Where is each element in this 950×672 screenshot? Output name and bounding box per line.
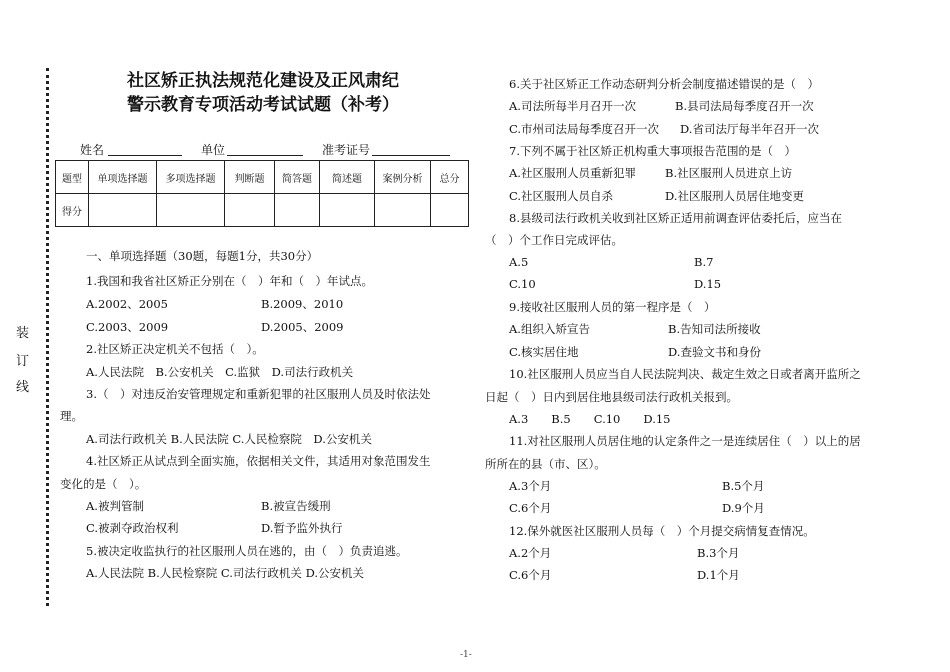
question-5-text: 5.被决定收监执行的社区服刑人员在逃的，由（ ）负责追逃。 (86, 544, 408, 558)
question-9-option-a: A.组织入矫宣告 (509, 322, 590, 336)
question-7-option-d: D.社区服刑人员居住地变更 (665, 189, 804, 203)
question-1-text: 1.我国和我省社区矫正分别在（ ）年和（ ）年试点。 (86, 274, 373, 288)
question-1-option-c: C.2003、2009 (86, 320, 169, 334)
score-cell[interactable] (225, 194, 275, 227)
question-11-text: 11.对社区服刑人员居住地的认定条件之一是连续居住（ ）以上的居 (509, 434, 861, 448)
exam-number-label: 准考证号 (322, 143, 371, 157)
score-cell[interactable] (431, 194, 469, 227)
name-field[interactable] (108, 155, 182, 156)
binding-dotted-line (46, 68, 49, 606)
question-8-text-continued: （ ）个工作日完成评估。 (485, 233, 623, 247)
score-table (55, 160, 469, 227)
section-heading: 一、单项选择题（30题，每题1分，共30分） (86, 249, 319, 263)
exam-number-field[interactable] (372, 155, 450, 156)
question-6-option-c: C.市州司法局每季度召开一次 (509, 122, 660, 136)
binding-char-zhuang: 装 (16, 326, 30, 341)
question-6-text: 6.关于社区矫正工作动态研判分析会制度描述错误的是（ ） (509, 77, 819, 91)
score-cell[interactable] (89, 194, 157, 227)
question-7-option-b: B.社区服刑人员进京上访 (665, 166, 793, 180)
page-number: -1- (460, 650, 472, 660)
unit-field[interactable] (227, 155, 303, 156)
score-table-score-row (56, 194, 469, 227)
question-11-text-continued: 所所在的县（市、区）。 (485, 457, 606, 471)
question-6-option-d: D.省司法厅每半年召开一次 (680, 122, 819, 136)
question-12-option-d: D.1个月 (697, 568, 740, 582)
name-label: 姓名 (80, 143, 105, 157)
question-11-option-d: D.9个月 (722, 501, 765, 515)
exam-title-line-1: 社区矫正执法规范化建设及正风肃纪 (127, 71, 399, 91)
score-cell[interactable] (375, 194, 431, 227)
question-4-option-a: A.被判管制 (86, 499, 144, 513)
question-10-options: A.3 B.5 C.10 D.15 (509, 412, 671, 426)
question-8-option-d: D.15 (694, 277, 722, 291)
score-header-cell: 简答题 (275, 161, 320, 194)
question-4-option-d: D.暂予监外执行 (261, 521, 343, 535)
score-header-cell: 判断题 (225, 161, 275, 194)
binding-char-xian: 线 (16, 380, 30, 395)
unit-label: 单位 (201, 143, 226, 157)
question-3-text-continued: 理。 (60, 409, 83, 423)
question-4-text-continued: 变化的是（ ）。 (60, 477, 147, 491)
score-header-cell: 简述题 (320, 161, 375, 194)
question-6-option-a: A.司法所每半月召开一次 (509, 99, 636, 113)
question-7-text: 7.下列不属于社区矫正机构重大事项报告范围的是（ ） (509, 144, 796, 158)
question-11-option-a: A.3个月 (509, 479, 552, 493)
exam-title-line-2: 警示教育专项活动考试试题（补考） (127, 95, 399, 115)
question-9-option-b: B.告知司法所接收 (668, 322, 761, 336)
question-8-option-a: A.5 (509, 255, 529, 269)
question-9-text: 9.接收社区服刑人员的第一程序是（ ） (509, 300, 716, 314)
question-3-text: 3.（ ）对违反治安管理规定和重新犯罪的社区服刑人员及时依法处 (86, 387, 431, 401)
question-8-text: 8.县级司法行政机关收到社区矫正适用前调查评估委托后，应当在 (509, 211, 842, 225)
score-cell[interactable] (157, 194, 225, 227)
question-12-option-b: B.3个月 (697, 546, 740, 560)
question-4-option-c: C.被剥夺政治权利 (86, 521, 179, 535)
question-6-option-b: B.县司法局每季度召开一次 (675, 99, 814, 113)
question-10-text: 10.社区服刑人员应当自人民法院判决、裁定生效之日或者离开监所之 (509, 367, 861, 381)
question-4-option-b: B.被宣告缓刑 (261, 499, 331, 513)
question-9-option-d: D.查验文书和身份 (668, 345, 761, 359)
question-7-option-a: A.社区服刑人员重新犯罪 (509, 166, 636, 180)
question-4-text: 4.社区矫正从试点到全面实施，依据相关文件，其适用对象范围发生 (86, 454, 431, 468)
score-header-cell: 案例分析 (375, 161, 431, 194)
binding-char-ding: 订 (16, 354, 30, 369)
question-3-options: A.司法行政机关 B.人民法院 C.人民检察院 D.公安机关 (86, 432, 372, 446)
score-header-cell: 单项选择题 (89, 161, 157, 194)
question-8-option-c: C.10 (509, 277, 536, 291)
score-table-header-row (56, 161, 469, 194)
question-5-options: A.人民法院 B.人民检察院 C.司法行政机关 D.公安机关 (86, 566, 365, 580)
question-12-text: 12.保外就医社区服刑人员每（ ）个月提交病情复查情况。 (509, 524, 815, 538)
score-cell[interactable] (320, 194, 375, 227)
score-row-label: 得分 (56, 194, 89, 227)
question-10-text-continued: 日起（ ）日内到居住地县级司法行政机关报到。 (485, 390, 738, 404)
question-1-option-b: B.2009、2010 (261, 297, 344, 311)
question-11-option-c: C.6个月 (509, 501, 552, 515)
score-header-cell: 多项选择题 (157, 161, 225, 194)
score-header-cell: 总分 (431, 161, 469, 194)
question-1-option-d: D.2005、2009 (261, 320, 344, 334)
question-11-option-b: B.5个月 (722, 479, 765, 493)
question-7-option-c: C.社区服刑人员自杀 (509, 189, 614, 203)
question-2-options: A.人民法院 B.公安机关 C.监狱 D.司法行政机关 (86, 365, 354, 379)
question-12-option-a: A.2个月 (509, 546, 552, 560)
score-cell[interactable] (275, 194, 320, 227)
question-8-option-b: B.7 (694, 255, 714, 269)
question-9-option-c: C.核实居住地 (509, 345, 579, 359)
question-2-text: 2.社区矫正决定机关不包括（ ）。 (86, 342, 264, 356)
score-header-cell: 题型 (56, 161, 89, 194)
question-12-option-c: C.6个月 (509, 568, 552, 582)
question-1-option-a: A.2002、2005 (86, 297, 168, 311)
